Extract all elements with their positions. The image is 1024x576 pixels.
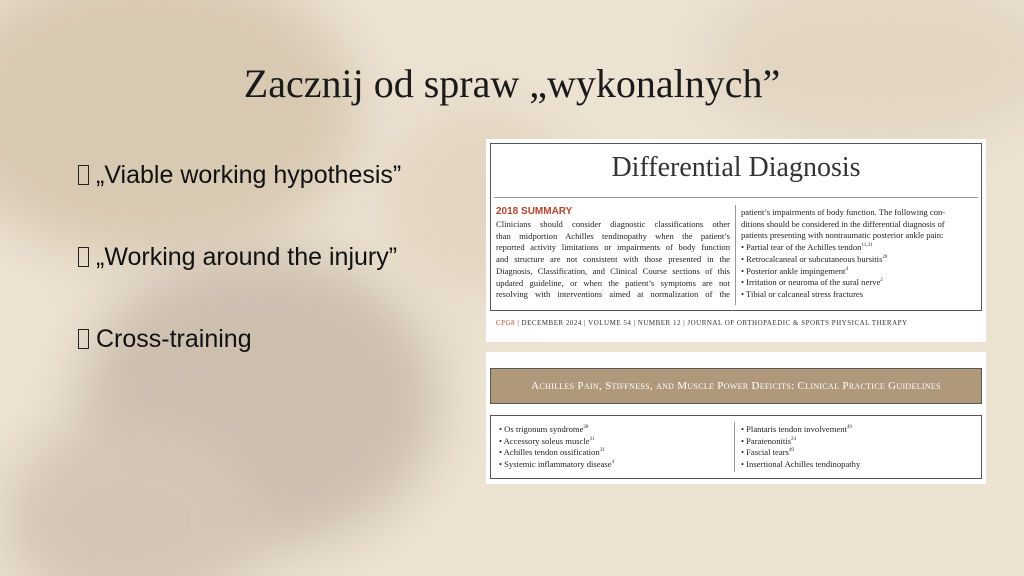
list-item: • Accessory soleus muscle$^{31}$ bbox=[499, 435, 595, 446]
bullet-item bbox=[78, 160, 401, 190]
list-item: • Tibial or calcaneal stress fractures bbox=[741, 288, 864, 299]
text-line: ditions should be considered in the differential diagnosis of bbox=[741, 218, 945, 229]
text-line: patients presenting with nontraumatic posterior ankle pain: bbox=[741, 230, 944, 241]
journal-footer bbox=[496, 319, 908, 327]
list-item: • Paratenonitis$^{24}$ bbox=[741, 435, 797, 446]
excerpt-title: Differential Diagnosis bbox=[611, 152, 861, 183]
bullet-list bbox=[78, 160, 401, 406]
column-divider bbox=[734, 422, 735, 472]
footer-details: | DECEMBER 2024 | VOLUME 54 | NUMBER 12 | JOURNAL OF ORTHOPAEDIC & SPORTS PHYSICAL THERAPY bbox=[515, 319, 908, 327]
list-item: • Insertional Achilles tendinopathy bbox=[741, 459, 861, 470]
list-item: • Retrocalcaneal or subcutaneous bursitis$^{20}$ bbox=[741, 253, 888, 264]
text-line: and structure are not consistent with those presented in the bbox=[496, 254, 730, 265]
bullet-box-icon bbox=[78, 165, 89, 185]
summary-heading: 2018 SUMMARY bbox=[496, 206, 573, 217]
bullet-text: „Working around the injury” bbox=[96, 242, 398, 271]
summary-left-column bbox=[496, 219, 730, 301]
clinical-guidelines-excerpt bbox=[486, 352, 986, 484]
differential-diagnosis-excerpt bbox=[486, 139, 986, 342]
column-divider bbox=[735, 205, 736, 305]
list-item: • Posterior ankle impingement$^4$ bbox=[741, 265, 848, 276]
bullet-text: „Viable working hypothesis” bbox=[96, 160, 402, 189]
bullet-item bbox=[78, 324, 401, 354]
text-line: reported activity limitations or impairments of body function bbox=[496, 242, 730, 253]
list-item: • Os trigonum syndrome$^{28}$ bbox=[499, 424, 589, 434]
banner-title: Achilles Pain, Stiffness, and Muscle Power Deficits: Clinical Practice Guidelines bbox=[531, 380, 941, 392]
bullet-item bbox=[78, 242, 401, 272]
text-line: resolving with interventions aimed at normalization of the bbox=[496, 289, 730, 300]
guidelines-banner bbox=[490, 368, 982, 404]
list-item: • Systemic inflammatory disease$^4$ bbox=[499, 459, 615, 470]
slide-title: Zacznij od spraw „wykonalnych” bbox=[243, 61, 781, 106]
conditions-box bbox=[490, 415, 982, 479]
summary-right-column bbox=[741, 207, 973, 301]
text-line: than midportion Achilles tendinopathy when the patient’s bbox=[496, 230, 730, 241]
bullet-box-icon bbox=[78, 329, 89, 349]
text-line: Clinicians should consider diagnostic classifications other bbox=[496, 219, 730, 229]
list-item: • Plantaris tendon involvement$^{49}$ bbox=[741, 424, 852, 434]
list-item: • Irritation or neuroma of the sural nerve$^2$ bbox=[741, 277, 883, 288]
conditions-left-column bbox=[499, 424, 614, 471]
text-line: patient’s impairments of body function. The following con- bbox=[741, 207, 946, 217]
bullet-box-icon bbox=[78, 247, 89, 267]
list-item: • Achilles tendon ossification$^{31}$ bbox=[499, 447, 605, 458]
bullet-text: Cross-training bbox=[96, 324, 252, 353]
text-line: updated guideline, or when the patient’s symptoms are not bbox=[496, 277, 730, 288]
footer-cpg: CPG8 bbox=[496, 319, 516, 327]
list-item: • Partial tear of the Achilles tendon$^{11,31}$ bbox=[741, 242, 873, 253]
divider bbox=[494, 197, 978, 198]
conditions-right-column bbox=[741, 424, 860, 471]
list-item: • Fascial tears$^{49}$ bbox=[741, 447, 794, 458]
text-line: Diagnosis, Classification, and Clinical Course sections of this bbox=[496, 265, 730, 276]
